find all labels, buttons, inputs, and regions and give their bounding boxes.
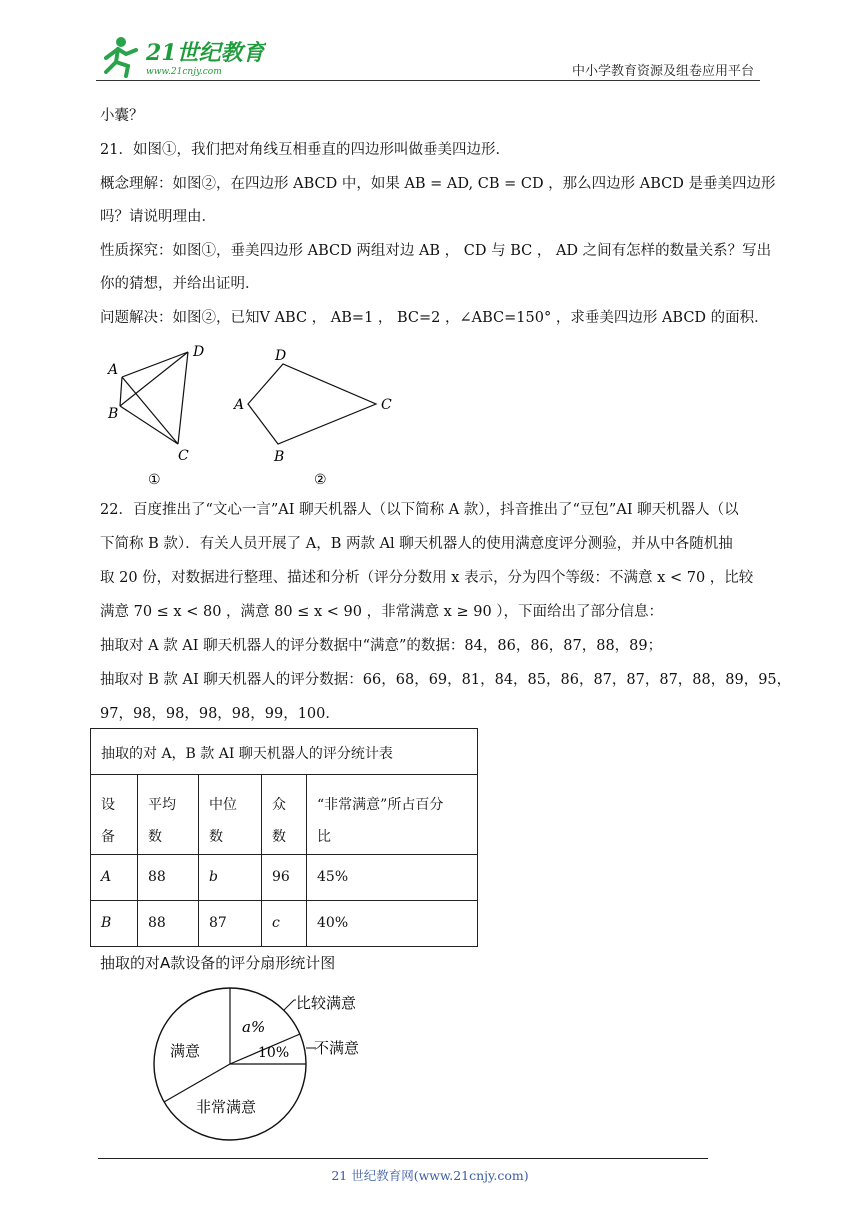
label-very-satisfied: 非常满意 — [196, 1098, 257, 1116]
table-header-row — [91, 775, 478, 855]
fig1-label-D: D — [193, 344, 205, 360]
header-right-text: 中小学教育资源及组卷应用平台 — [571, 64, 754, 79]
q21-concept-line1: 概念理解：如图②，在四边形 ABCD 中，如果 AB = AD, CB = CD ，那么四边形 ABCD 是垂美四边形 — [100, 176, 776, 192]
th-mode: 众 数 — [262, 775, 307, 855]
cell-mean-b: 88 — [138, 901, 199, 947]
th-mean: 平均 数 — [138, 775, 199, 855]
fig2-label-B: B — [274, 449, 285, 465]
q21-property-line1: 性质探究：如图①，垂美四边形 ABCD 两组对边 AB ， CD 与 BC ， AD 之间有怎样的数量关系？写出 — [100, 243, 772, 259]
q21-property-line2: 你的猜想，并给出证明． — [100, 276, 260, 292]
fig1-label-A: A — [108, 362, 119, 378]
stats-table — [90, 728, 478, 947]
q21-concept-line2: 吗？请说明理由． — [100, 209, 216, 225]
fig2-label-C: C — [381, 397, 392, 413]
pie-chart — [150, 980, 380, 1150]
cell-mean-a: 88 — [138, 855, 199, 901]
cell-median-a: b — [199, 855, 262, 901]
label-fairly-pct: a% — [242, 1018, 266, 1036]
q22-line6: 抽取对 B 款 AI 聊天机器人的评分数据：66，68，69，81，84，85，86，87，87，87，88，89，95， — [100, 672, 792, 688]
q22-line1: 22．百度推出了“文心一言”AI 聊天机器人（以下简称 A 款），抖音推出了“豆包”AI 聊天机器人（以 — [100, 502, 739, 518]
q22-line2: 下简称 B 款）．有关人员开展了 A，B 两款 Al 聊天机器人的使用满意度评分测验，并从中各随机抽 — [100, 536, 733, 552]
label-fairly: 比较满意 — [296, 994, 357, 1012]
fig2-label-A: A — [234, 397, 245, 413]
fig1-label-B: B — [108, 406, 119, 422]
leader-fairly — [284, 1000, 294, 1010]
q22-line4: 满意 70 ≤ x < 80 ，满意 80 ≤ x < 90 ，非常满意 x ≥ 90 ），下面给出了部分信息： — [100, 604, 664, 620]
footer-text: 21 世纪教育网(www.21cnjy.com) — [331, 1168, 529, 1183]
label-dissat: 不满意 — [314, 1039, 360, 1057]
th-device: 设 备 — [91, 775, 138, 855]
fig2-label-D: D — [275, 348, 287, 364]
cell-pct-b: 40% — [307, 901, 478, 947]
q21-intro: 21．如图①，我们把对角线互相垂直的四边形叫做垂美四边形． — [100, 142, 510, 158]
logo-url: www.21cnjy.com — [146, 67, 222, 77]
q22-line3: 取 20 份，对数据进行整理、描述和分析（评分分数用 x 表示，分为四个等级：不满意 x < 70 ，比较 — [100, 570, 754, 586]
th-very-satisfied-pct: “非常满意”所占百分 比 — [307, 775, 478, 855]
cell-mode-b: c — [262, 901, 307, 947]
fig1-caption: ① — [148, 472, 161, 488]
table-row — [91, 855, 478, 901]
figure-2 — [228, 340, 408, 490]
footer-divider — [98, 1158, 708, 1159]
label-dissat-pct: 10% — [258, 1045, 290, 1061]
label-satisfied: 满意 — [170, 1042, 201, 1060]
cell-device-a: A — [91, 855, 138, 901]
header-divider — [96, 80, 760, 81]
logo-text: 21世纪教育 — [146, 40, 265, 66]
cell-pct-a: 45% — [307, 855, 478, 901]
fig2-caption: ② — [314, 472, 327, 488]
q21-problem: 问题解决：如图②，已知V ABC ， AB=1 ， BC=2 ，∠ABC=150° ，求垂美四边形 ABCD 的面积． — [100, 310, 769, 326]
cell-device-b: B — [91, 901, 138, 947]
figure-1 — [100, 340, 220, 490]
q22-line7: 97，98，98，98，98，99，100． — [100, 706, 340, 722]
fig1-label-C: C — [178, 448, 189, 464]
prev-question-tail: 小囊？ — [100, 108, 144, 124]
table-row — [91, 901, 478, 947]
site-logo — [96, 32, 266, 80]
table-title: 抽取的对 A，B 款 AI 聊天机器人的评分统计表 — [91, 729, 478, 775]
cell-median-b: 87 — [199, 901, 262, 947]
slice-edge-very — [164, 1064, 230, 1102]
runner-icon — [106, 37, 136, 76]
q22-line5: 抽取对 A 款 AI 聊天机器人的评分数据中“满意”的数据：84，86，86，87，88，89； — [100, 638, 663, 654]
pie-title: 抽取的对A款设备的评分扇形统计图 — [100, 954, 336, 972]
cell-mode-a: 96 — [262, 855, 307, 901]
th-median: 中位 数 — [199, 775, 262, 855]
